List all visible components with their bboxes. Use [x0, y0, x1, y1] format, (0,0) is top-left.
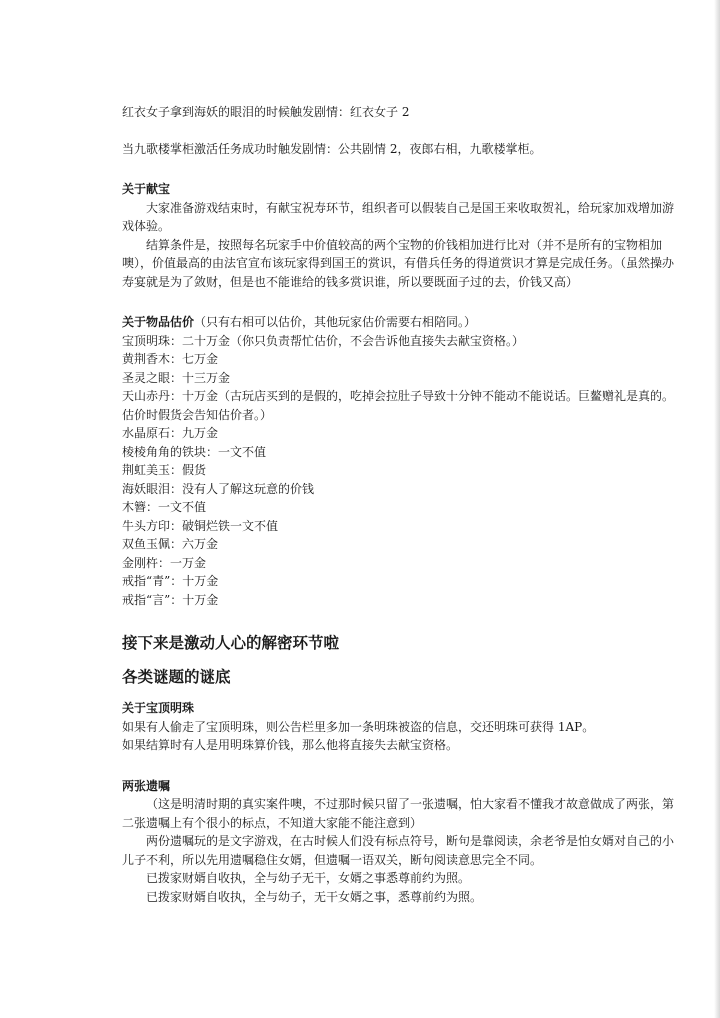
tribute-paragraph-2: 结算条件是，按照每名玩家手中价值较高的两个宝物的价钱相加进行比对（并不是所有的宝物相加噢），价值最高的由法官宣布该玩家得到国王的赏识，有借兵任务的得道赏识才算是完成任务。（虽然操办寿宴就是为了敛财，但是也不能谁给的钱多赏识谁，所以要既面子过的去，价钱又高） [122, 237, 675, 289]
valuation-item: 戒指“青”：十万金 [122, 574, 219, 588]
wills-reading-2: 已拨家财婿自收执，全与幼子，无干女婿之事，悉尊前约为照。 [146, 889, 483, 904]
trigger-line-innkeeper: 当九歌楼掌柜激活任务成功时触发剧情：公共剧情 2，夜郎右相，九歌楼掌柜。 [122, 141, 542, 156]
valuation-item: 戒指“言”：十万金 [122, 592, 219, 607]
tribute-paragraph-1: 大家准备游戏结束时，有献宝祝寿环节，组织者可以假装自己是国王来收取贺礼，给玩家加戏增加游戏体验。 [122, 200, 675, 233]
valuation-item: 棱棱角角的铁块：一文不值 [122, 444, 267, 459]
puzzle-section-title: 接下来是激动人心的解密环节啦 [122, 634, 340, 652]
valuation-item: 宝顶明珠：二十万金（你只负责帮忙估价，不会告诉他直接失去献宝资格。） [122, 333, 525, 348]
valuation-item: 水晶原石：九万金 [122, 426, 219, 440]
valuation-item: 木簪：一文不值 [122, 500, 207, 514]
valuation-heading-note: （只有右相可以估价，其他玩家估价需要右相陪同。） [194, 315, 477, 329]
valuation-heading: 关于物品估价 [122, 315, 195, 329]
valuation-item: 圣灵之眼：十三万金 [122, 370, 231, 385]
trigger-line-red-lady: 红衣女子拿到海妖的眼泪的时候触发剧情：红衣女子 2 [122, 105, 410, 119]
pearl-heading: 关于宝顶明珠 [122, 701, 195, 715]
wills-heading: 两张遗嘱 [122, 778, 171, 793]
scan-edge-shadow [714, 0, 720, 1018]
wills-paragraph-2: 两份遗嘱玩的是文字游戏，在古时候人们没有标点符号，断句是靠阅读，余老爷是怕女婿对自己的小儿子不利，所以先用遗嘱稳住女婿，但遗嘱一语双关，断句阅读意思完全不同。 [122, 834, 675, 867]
valuation-item: 金刚杵：一万金 [122, 555, 207, 570]
answers-section-title: 各类谜题的谜底 [122, 668, 231, 686]
valuation-heading-line [122, 313, 682, 332]
valuation-item: 天山赤丹：十万金（古玩店买到的是假的，吃掉会拉肚子导致十分钟不能动不能说话。巨鳌赠礼是真的。估价时假货会告知估价者。） [122, 389, 675, 422]
pearl-line-1: 如果有人偷走了宝顶明珠，则公告栏里多加一条明珠被盗的信息，交还明珠可获得 1AP。 [122, 719, 595, 734]
valuation-item: 牛头方印：破铜烂铁一文不值 [122, 518, 279, 533]
document-body [122, 103, 682, 906]
tribute-heading: 关于献宝 [122, 182, 171, 196]
valuation-item: 海妖眼泪：没有人了解这玩意的价钱 [122, 481, 315, 496]
wills-reading-1: 已拨家财婿自收执，全与幼子无干，女婿之事悉尊前约为照。 [146, 871, 471, 885]
wills-paragraph-1: （这是明清时期的真实案件噢，不过那时候只留了一张遗嘱，怕大家看不懂我才故意做成了两张，第二张遗嘱上有个很小的标点，不知道大家能不能注意到） [122, 797, 675, 830]
valuation-list [122, 332, 682, 610]
pearl-line-2: 如果结算时有人是用明珠算价钱，那么他将直接失去献宝资格。 [122, 738, 459, 752]
valuation-item: 黄荆香木：七万金 [122, 352, 219, 366]
valuation-item: 双鱼玉佩：六万金 [122, 537, 219, 551]
valuation-item: 荆虹美玉：假货 [122, 463, 207, 477]
